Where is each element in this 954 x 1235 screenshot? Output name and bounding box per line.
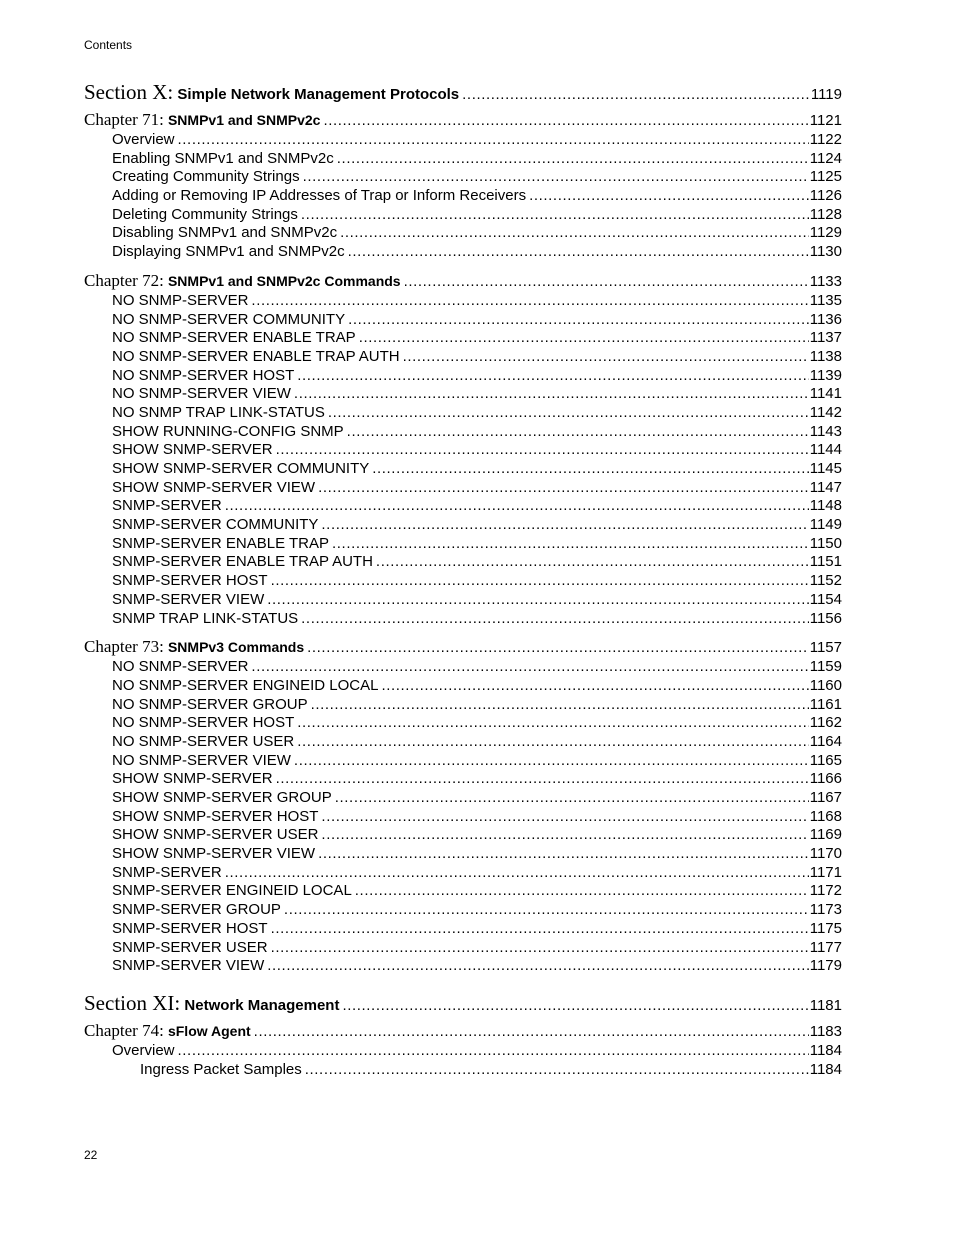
toc-entry-page: 1119	[810, 86, 842, 103]
toc-item-entry[interactable]	[84, 479, 842, 498]
dot-leader	[381, 677, 808, 696]
toc-entry-page: 1142	[809, 403, 842, 421]
toc-entry-label: SHOW SNMP-SERVER USER	[112, 826, 319, 844]
toc-section-entry[interactable]	[84, 990, 842, 1016]
dot-leader	[297, 714, 808, 733]
toc-entry-label	[84, 636, 304, 658]
dot-leader	[178, 1042, 809, 1061]
toc-item-entry[interactable]	[84, 957, 842, 976]
dot-leader	[311, 696, 809, 715]
toc-item-entry[interactable]	[84, 150, 842, 169]
toc-entry-page: 1149	[809, 516, 842, 534]
dot-leader	[276, 441, 809, 460]
dot-leader	[271, 920, 809, 939]
dot-leader	[301, 206, 809, 225]
toc-item-entry[interactable]	[84, 789, 842, 808]
toc-item-entry[interactable]	[84, 677, 842, 696]
toc-chapter-entry[interactable]	[84, 1020, 842, 1042]
toc-entry-page: 1135	[809, 291, 842, 309]
dot-leader	[303, 168, 809, 187]
toc-item-entry[interactable]	[84, 206, 842, 225]
toc-entry-label: SNMP-SERVER VIEW	[112, 590, 265, 608]
toc-entry-label: SNMP-SERVER HOST	[112, 919, 268, 937]
dot-leader	[404, 271, 809, 292]
toc-entry-page: 1166	[809, 770, 842, 788]
toc-entry-label: SHOW SNMP-SERVER HOST	[112, 807, 319, 825]
toc-entry-label	[84, 1020, 251, 1042]
toc-entry-page: 1177	[809, 938, 842, 956]
dot-leader	[301, 610, 809, 629]
toc-entry-prefix: Section XI:	[84, 990, 181, 1015]
toc-entry-label: NO SNMP-SERVER COMMUNITY	[112, 310, 346, 328]
dot-leader	[254, 1021, 809, 1042]
dot-leader	[318, 479, 809, 498]
toc-entry-page: 1167	[809, 789, 842, 806]
toc-entry-page: 1181	[809, 996, 842, 1014]
dot-leader	[294, 385, 809, 404]
toc-entry-page: 1164	[809, 732, 842, 750]
toc-entry-label: NO SNMP-SERVER	[112, 291, 249, 309]
toc-entry-label: SNMP-SERVER ENABLE TRAP AUTH	[112, 553, 373, 571]
dot-leader	[271, 572, 809, 591]
dot-leader	[321, 826, 808, 845]
toc-entry-page: 1133	[809, 272, 842, 290]
toc-entry-page: 1130	[809, 243, 842, 261]
dot-leader	[251, 292, 808, 311]
toc-entry-title: sFlow Agent	[167, 1022, 251, 1039]
toc-entry-page: 1137	[809, 329, 842, 347]
toc-entry-label: SHOW SNMP-SERVER VIEW	[112, 478, 316, 496]
dot-leader	[321, 808, 808, 827]
toc-item-entry[interactable]	[84, 1042, 842, 1061]
dot-leader	[372, 460, 809, 479]
toc-entry-label: NO SNMP-SERVER VIEW	[112, 751, 291, 769]
toc-item-entry[interactable]	[84, 311, 842, 330]
toc-item-entry[interactable]	[84, 845, 842, 864]
toc-entry-page: 1138	[809, 347, 842, 365]
dot-leader	[529, 187, 809, 206]
toc-chapter-entry[interactable]	[84, 636, 842, 658]
toc-entry-page: 1184	[809, 1041, 842, 1059]
toc-item-entry[interactable]	[84, 572, 842, 591]
toc-entry-label: SNMP-SERVER VIEW	[112, 957, 265, 975]
toc-entry-page: 1173	[809, 901, 842, 919]
dot-leader	[376, 553, 809, 572]
toc-item-entry[interactable]	[84, 696, 842, 715]
running-header: Contents	[84, 38, 133, 52]
toc-item-entry[interactable]	[84, 658, 842, 677]
toc-entry-title: SNMPv1 and SNMPv2c Commands	[167, 272, 401, 289]
toc-item-entry[interactable]	[84, 497, 842, 516]
toc-entry-label: NO SNMP-SERVER ENABLE TRAP	[112, 329, 356, 347]
toc-entry-label: SNMP-SERVER HOST	[112, 572, 268, 590]
toc-item-entry[interactable]	[84, 808, 842, 827]
toc-entry-label: SHOW RUNNING-CONFIG SNMP	[112, 422, 344, 440]
toc-entry-prefix: Chapter 72:	[84, 270, 164, 290]
toc-item-entry[interactable]	[84, 460, 842, 479]
dot-leader	[225, 497, 809, 516]
toc-entry-label: Enabling SNMPv1 and SNMPv2c	[112, 149, 334, 167]
dot-leader	[271, 939, 809, 958]
toc-entry-label	[84, 990, 339, 1016]
toc-entry-page: 1171	[809, 863, 842, 881]
toc-entry-page: 1150	[809, 534, 842, 552]
toc-item-entry[interactable]	[84, 224, 842, 243]
dot-leader	[340, 224, 809, 243]
toc-item-entry[interactable]	[84, 292, 842, 311]
toc-entry-page: 1169	[809, 826, 842, 844]
toc-entry-label: SHOW SNMP-SERVER VIEW	[112, 845, 316, 863]
toc-chapter-entry[interactable]	[84, 270, 842, 292]
dot-leader	[267, 591, 808, 610]
toc-item-entry[interactable]	[84, 920, 842, 939]
toc-entry-label: SNMP-SERVER	[112, 863, 222, 881]
toc-entry-label: Ingress Packet Samples	[140, 1060, 302, 1078]
toc-entry-page: 1156	[809, 609, 842, 627]
toc-entry-page: 1172	[809, 882, 842, 900]
toc-entry-label: SHOW SNMP-SERVER GROUP	[112, 789, 332, 806]
dot-leader	[337, 150, 809, 169]
toc-entry-label: NO SNMP-SERVER USER	[112, 732, 295, 750]
toc-entry-label: Disabling SNMPv1 and SNMPv2c	[112, 224, 338, 242]
toc-entry-page: 1175	[809, 919, 842, 937]
toc-entry-page: 1136	[809, 310, 842, 328]
toc-entry-page: 1128	[809, 205, 842, 223]
toc-entry-page: 1145	[809, 460, 842, 477]
toc-entry-label: NO SNMP-SERVER VIEW	[112, 385, 291, 403]
toc-entry-page: 1144	[809, 441, 842, 459]
toc-entry-title: Simple Network Management Protocols	[177, 86, 460, 103]
toc-item-entry[interactable]	[84, 591, 842, 610]
toc-entry-label: SNMP-SERVER ENGINEID LOCAL	[112, 882, 352, 900]
dot-leader	[323, 110, 808, 131]
toc-entry-page: 1125	[809, 168, 842, 186]
dot-leader	[342, 993, 808, 1016]
toc-entry-page: 1161	[809, 695, 842, 713]
toc-entry-page: 1152	[809, 572, 842, 590]
toc-entry-label: Adding or Removing IP Addresses of Trap or Inform Receivers	[112, 187, 527, 205]
toc-entry-label: SNMP TRAP LINK-STATUS	[112, 609, 299, 627]
table-of-contents	[84, 79, 842, 1079]
toc-item-entry[interactable]	[84, 770, 842, 789]
toc-entry-title: SNMPv3 Commands	[167, 639, 305, 656]
toc-entry-label: SHOW SNMP-SERVER COMMUNITY	[112, 460, 370, 477]
toc-entry-label: Creating Community Strings	[112, 168, 300, 186]
toc-entry-prefix: Section X:	[84, 80, 174, 104]
toc-entry-page: 1141	[809, 385, 842, 403]
dot-leader	[225, 864, 809, 883]
toc-entry-page: 1122	[809, 131, 842, 148]
toc-item-entry[interactable]	[84, 1061, 842, 1080]
toc-entry-page: 1183	[809, 1022, 842, 1040]
toc-item-entry[interactable]	[84, 535, 842, 554]
toc-entry-label: SHOW SNMP-SERVER	[112, 441, 273, 459]
toc-entry-page: 1162	[809, 714, 842, 732]
toc-entry-label: Overview	[112, 1041, 175, 1059]
toc-entry-label: NO SNMP-SERVER	[112, 658, 249, 676]
toc-item-entry[interactable]	[84, 441, 842, 460]
toc-item-entry[interactable]	[84, 367, 842, 386]
toc-item-entry[interactable]	[84, 168, 842, 187]
toc-entry-label: SHOW SNMP-SERVER	[112, 770, 273, 788]
toc-entry-label: Displaying SNMPv1 and SNMPv2c	[112, 243, 345, 261]
toc-entry-page: 1165	[809, 751, 842, 769]
page-number: 22	[84, 1148, 98, 1162]
toc-item-entry[interactable]	[84, 243, 842, 262]
toc-entry-label: SNMP-SERVER ENABLE TRAP	[112, 534, 330, 552]
toc-item-entry[interactable]	[84, 826, 842, 845]
dot-leader	[284, 901, 809, 920]
toc-entry-page: 1170	[809, 845, 842, 863]
toc-item-entry[interactable]	[84, 423, 842, 442]
dot-leader	[403, 348, 809, 367]
toc-entry-page: 1126	[809, 187, 842, 205]
toc-entry-page: 1160	[809, 676, 842, 694]
toc-item-entry[interactable]	[84, 131, 842, 150]
toc-entry-label	[84, 79, 459, 105]
dot-leader	[348, 243, 809, 262]
toc-item-entry[interactable]	[84, 329, 842, 348]
dot-leader	[335, 789, 809, 808]
toc-item-entry[interactable]	[84, 901, 842, 920]
toc-item-entry[interactable]	[84, 939, 842, 958]
toc-entry-label: NO SNMP-SERVER GROUP	[112, 695, 308, 713]
toc-entry-label: SNMP-SERVER USER	[112, 938, 268, 956]
toc-entry-page: 1143	[809, 422, 842, 440]
toc-entry-page: 1151	[809, 553, 842, 571]
toc-entry-label: SNMP-SERVER GROUP	[112, 901, 281, 919]
dot-leader	[318, 845, 809, 864]
toc-entry-label: NO SNMP-SERVER HOST	[112, 714, 295, 732]
toc-entry-page: 1124	[809, 149, 842, 167]
dot-leader	[332, 535, 809, 554]
toc-entry-prefix: Chapter 71:	[84, 110, 164, 129]
toc-item-entry[interactable]	[84, 864, 842, 883]
dot-leader	[178, 131, 809, 150]
dot-leader	[328, 404, 809, 423]
toc-entry-page: 1179	[809, 957, 842, 975]
toc-item-entry[interactable]	[84, 187, 842, 206]
toc-entry-label: NO SNMP TRAP LINK-STATUS	[112, 403, 325, 421]
toc-item-entry[interactable]	[84, 733, 842, 752]
toc-item-entry[interactable]	[84, 714, 842, 733]
toc-entry-page: 1184	[809, 1060, 842, 1078]
dot-leader	[276, 770, 809, 789]
toc-entry-page: 1154	[809, 590, 842, 608]
toc-entry-label: SNMP-SERVER	[112, 497, 222, 515]
toc-entry-page: 1147	[809, 478, 842, 496]
dot-leader	[347, 423, 809, 442]
toc-entry-page: 1168	[809, 807, 842, 825]
toc-chapter-entry[interactable]	[84, 109, 842, 131]
toc-entry-page: 1139	[809, 366, 842, 384]
toc-entry-label: NO SNMP-SERVER HOST	[112, 366, 295, 384]
toc-entry-page: 1157	[809, 639, 842, 657]
toc-entry-label: Overview	[112, 131, 175, 148]
toc-entry-page: 1129	[809, 224, 842, 242]
toc-item-entry[interactable]	[84, 610, 842, 629]
dot-leader	[355, 882, 809, 901]
toc-item-entry[interactable]	[84, 752, 842, 771]
toc-section-entry[interactable]	[84, 79, 842, 105]
toc-entry-label: SNMP-SERVER COMMUNITY	[112, 516, 319, 534]
dot-leader	[251, 658, 808, 677]
toc-entry-page: 1148	[809, 497, 842, 515]
toc-item-entry[interactable]	[84, 516, 842, 535]
toc-item-entry[interactable]	[84, 553, 842, 572]
toc-item-entry[interactable]	[84, 348, 842, 367]
dot-leader	[297, 367, 808, 386]
dot-leader	[307, 637, 809, 658]
toc-item-entry[interactable]	[84, 404, 842, 423]
toc-entry-label	[84, 109, 320, 131]
dot-leader	[305, 1061, 809, 1080]
toc-entry-page: 1159	[809, 658, 842, 676]
toc-entry-prefix: Chapter 74:	[84, 1020, 164, 1040]
dot-leader	[348, 311, 809, 330]
toc-entry-prefix: Chapter 73:	[84, 637, 164, 657]
toc-entry-title: Network Management	[184, 996, 340, 1014]
dot-leader	[297, 733, 808, 752]
dot-leader	[294, 752, 809, 771]
dot-leader	[359, 329, 809, 348]
toc-entry-title: SNMPv1 and SNMPv2c	[167, 112, 321, 128]
toc-entry-label: Deleting Community Strings	[112, 205, 298, 223]
dot-leader	[267, 957, 808, 976]
dot-leader	[321, 516, 808, 535]
toc-entry-label: NO SNMP-SERVER ENGINEID LOCAL	[112, 676, 379, 694]
dot-leader	[462, 82, 810, 105]
toc-entry-label	[84, 270, 401, 292]
toc-item-entry[interactable]	[84, 385, 842, 404]
toc-entry-page: 1121	[809, 112, 842, 129]
toc-item-entry[interactable]	[84, 882, 842, 901]
toc-entry-label: NO SNMP-SERVER ENABLE TRAP AUTH	[112, 347, 400, 365]
